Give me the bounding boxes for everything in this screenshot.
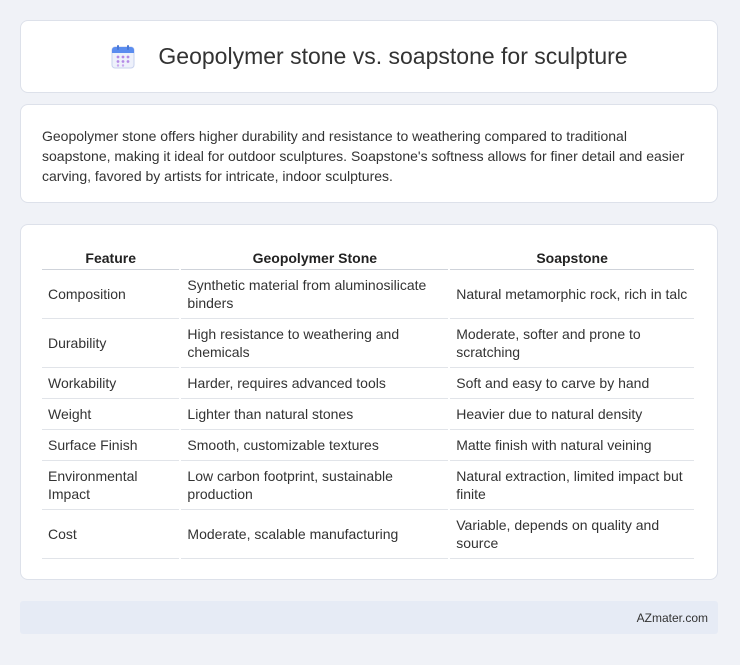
column-header-soapstone: Soapstone (450, 247, 694, 270)
table-cell: Heavier due to natural density (450, 399, 694, 430)
table-cell: Cost (42, 510, 179, 559)
table-cell: Synthetic material from aluminosilicate binders (181, 270, 448, 319)
calendar-icon (110, 44, 136, 70)
table-row (42, 319, 694, 368)
table-cell: Smooth, customizable textures (181, 430, 448, 461)
footer-site-name: AZmater.com (636, 610, 708, 625)
table-cell: Surface Finish (42, 430, 179, 461)
table-cell: Moderate, softer and prone to scratching (450, 319, 694, 368)
comparison-table-card (20, 224, 718, 580)
column-header-feature: Feature (42, 247, 179, 270)
table-header-row (42, 247, 694, 270)
page-title: Geopolymer stone vs. soapstone for sculpture (158, 43, 628, 69)
table-cell: Durability (42, 319, 179, 368)
table-cell: Moderate, scalable manufacturing (181, 510, 448, 559)
summary-card (20, 104, 718, 203)
table-cell: Workability (42, 368, 179, 399)
table-cell: Composition (42, 270, 179, 319)
table-cell: Low carbon footprint, sustainable production (181, 461, 448, 510)
table-cell: Weight (42, 399, 179, 430)
column-header-geopolymer: Geopolymer Stone (181, 247, 448, 270)
table-cell: Variable, depends on quality and source (450, 510, 694, 559)
table-row (42, 270, 694, 319)
summary-text: Geopolymer stone offers higher durability and resistance to weathering compared to traditional soapstone, making it ideal for outdoor sculptures. Soapstone's softness allows for finer detail and easier carving, favored by artists for intricate, indoor sculptures. (42, 128, 685, 184)
table-cell: Natural extraction, limited impact but finite (450, 461, 694, 510)
table-row (42, 368, 694, 399)
table-row (42, 510, 694, 559)
table-row (42, 399, 694, 430)
table-row (42, 461, 694, 510)
comparison-table (40, 247, 696, 559)
title-card (20, 20, 718, 93)
footer-bar (20, 601, 718, 634)
table-cell: Harder, requires advanced tools (181, 368, 448, 399)
table-cell: Natural metamorphic rock, rich in talc (450, 270, 694, 319)
table-cell: Lighter than natural stones (181, 399, 448, 430)
table-cell: Matte finish with natural veining (450, 430, 694, 461)
table-cell: High resistance to weathering and chemicals (181, 319, 448, 368)
table-cell: Environmental Impact (42, 461, 179, 510)
table-cell: Soft and easy to carve by hand (450, 368, 694, 399)
table-row (42, 430, 694, 461)
